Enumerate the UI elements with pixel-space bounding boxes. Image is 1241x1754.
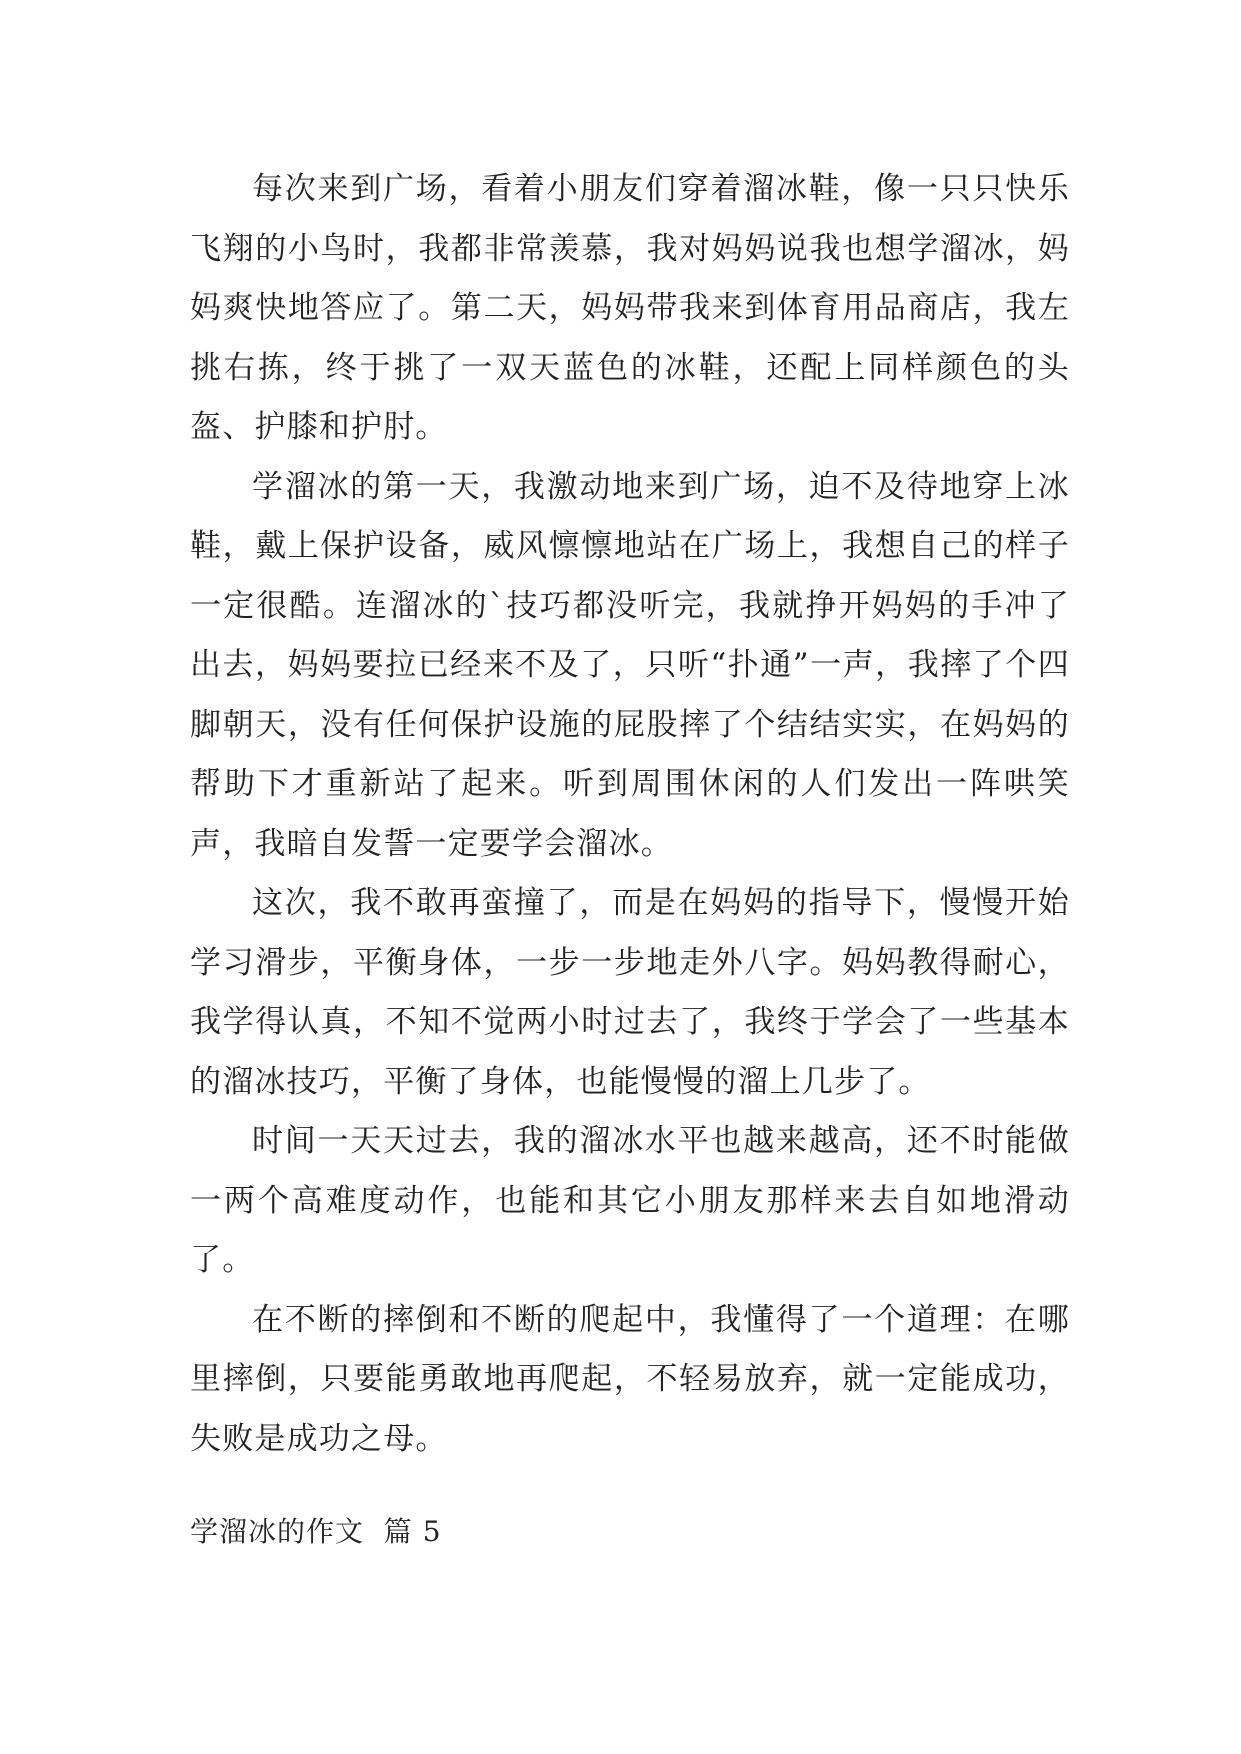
paragraph: 每次来到广场，看着小朋友们穿着溜冰鞋，像一只只快乐飞翔的小鸟时，我都非常羡慕，我对妈妈说我也想学溜冰，妈妈爽快地答应了。第二天，妈妈带我来到体育用品商店，我左挑右拣，终于挑了一双天蓝色的冰鞋，还配上同样颜色的头盔、护膝和护肘。 xyxy=(190,171,1070,445)
paragraph: 这次，我不敢再蛮撞了，而是在妈妈的指导下，慢慢开始学习滑步，平衡身体，一步一步地走外八字。妈妈教得耐心，我学得认真，不知不觉两小时过去了，我终于学会了一些基本的溜冰技巧，平衡了身体，也能慢慢的溜上几步了。 xyxy=(190,885,1070,1100)
paragraph: 在不断的摔倒和不断的爬起中，我懂得了一个道理：在哪里摔倒，只要能勇敢地再爬起，不轻易放弃，就一定能成功，失败是成功之母。 xyxy=(190,1301,1070,1457)
paragraph: 学溜冰的第一天，我激动地来到广场，迫不及待地穿上冰鞋，戴上保护设备，威风懔懔地站在广场上，我想自己的样子一定很酷。连溜冰的`技巧都没听完，我就挣开妈妈的手冲了出去，妈妈要拉已经来不及了，只听“扑通”一声，我摔了个四脚朝天，没有任何保护设施的屁股摔了个结结实实，在妈妈的帮助下才重新站了起来。听到周围休闲的人们发出一阵哄笑声，我暗自发誓一定要学会溜冰。 xyxy=(190,468,1070,862)
section-heading: 学溜冰的作文 篇 5 xyxy=(190,1515,442,1548)
essay-body xyxy=(190,160,1070,1469)
paragraph: 时间一天天过去，我的溜冰水平也越来越高，还不时能做一两个高难度动作，也能和其它小朋友那样来去自如地滑动了。 xyxy=(190,1123,1070,1278)
